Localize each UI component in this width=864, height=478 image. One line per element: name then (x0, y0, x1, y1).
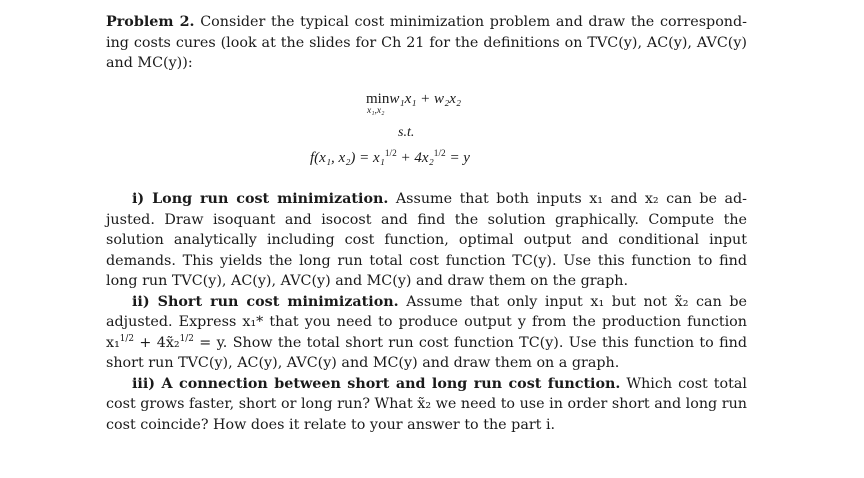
problem-intro (106, 12, 747, 74)
objective-formula (366, 88, 462, 116)
problem-intro-end: ): (182, 55, 193, 71)
min-subscript: x₁,x₂ (367, 106, 385, 116)
part-ii-label: ii) Short run cost minimization. (132, 293, 399, 310)
constraint-left: f(x₁, x₂) = x₁ (310, 150, 385, 166)
problem-intro-text: Consider the typical cost minimization problem and draw the correspond-ing costs cures (look at the slides for Ch 21 for the definitions on (106, 14, 747, 51)
part-i (106, 189, 747, 292)
constraint-formula (310, 150, 470, 167)
subject-to: s.t. (398, 125, 415, 140)
part-iii (106, 374, 747, 436)
problem-parts (106, 189, 747, 435)
part-ii-text-c: = y. Show the total short run cost function TC(y). Use this function to find short run TVC(y), AC(y), AVC(y) and MC(y) and draw them on a graph. (106, 334, 747, 371)
constraint-exponent-2: 1/2 (433, 149, 446, 159)
constraint-exponent-1: 1/2 (384, 149, 397, 159)
part-ii-text-b: + 4x̃₂ (134, 334, 180, 351)
problem-intro-functions: TVC(y), AC(y), AVC(y) and MC(y) (106, 34, 747, 71)
part-i-label: i) Long run cost minimization. (132, 191, 389, 207)
part-iii-label: iii) A connection between short and long run cost function. (132, 375, 621, 392)
constraint-right: = y (445, 150, 470, 166)
part-ii (106, 292, 747, 374)
part-ii-exponent-2: 1/2 (179, 333, 194, 344)
objective-expression: w₁x₁ + w₂x₂ (389, 91, 462, 107)
constraint-middle: + 4x₂ (396, 150, 434, 166)
part-iii-text: Which cost total cost grows faster, short or long run? What x̃₂ we need to use in order short and long run cost coincide? How does it relate to your answer to the part i. (106, 375, 747, 433)
min-operator: min (366, 91, 390, 107)
part-ii-exponent-1: 1/2 (119, 333, 135, 344)
part-i-text: Assume that both inputs x₁ and x₂ can be ad-justed. Draw isoquant and isocost and find the solution graphically. Compute the solution analytically including cost function, optimal output and conditional input demands. This yields the long run total cost function TC(y). Use this function to find long run TVC(y), AC(y), AVC(y) and MC(y) and draw them on the graph. (106, 191, 747, 289)
part-ii-text-a: Assume that only input x₁ but not x̃₂ can be adjusted. Express x₁* that you need to produce output y from the production function x₁ (106, 293, 747, 351)
problem-label: Problem 2. (106, 14, 195, 30)
